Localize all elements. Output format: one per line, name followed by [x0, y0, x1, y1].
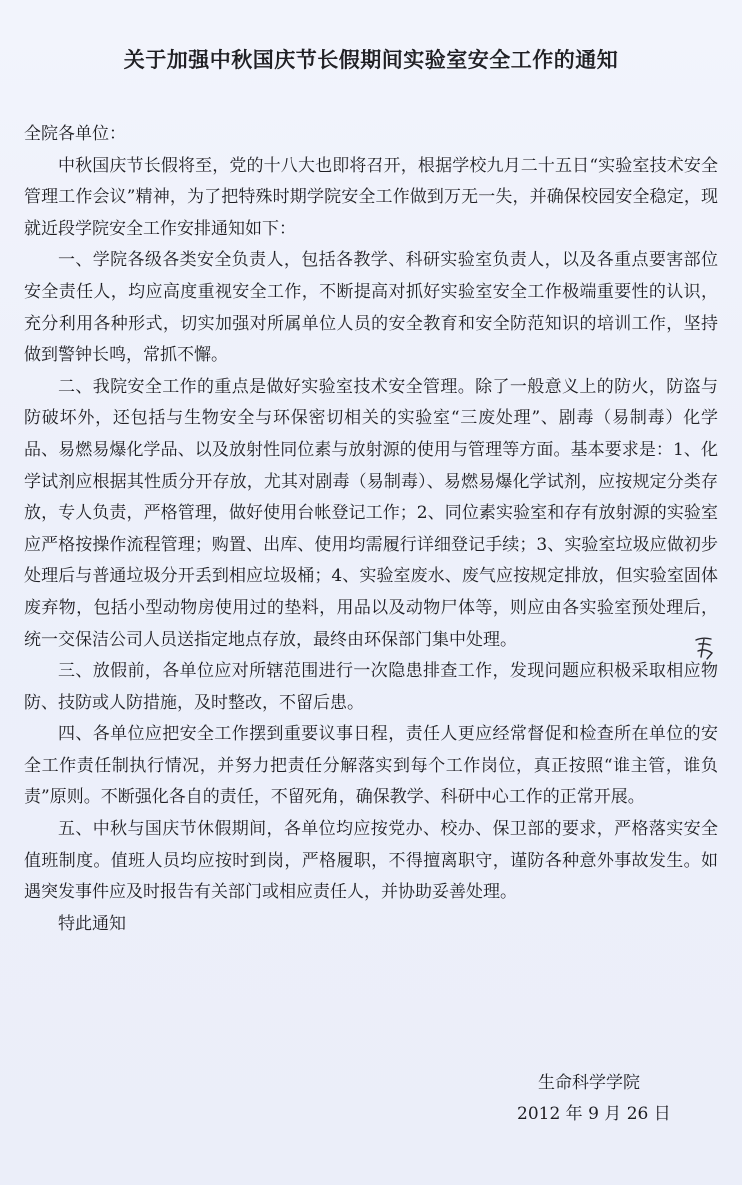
- document-body: [24, 119, 718, 940]
- document-title: 关于加强中秋国庆节长假期间实验室安全工作的通知: [123, 48, 619, 72]
- paragraph-item-2: 二、我院安全工作的重点是做好实验室技术安全管理。除了一般意义上的防火，防盗与防破坏外，还包括与生物安全与环保密切相关的实验室“三废处理”、剧毒（易制毒）化学品、易燃易爆化学品、以及放射性同位素与放射源的使用与管理等方面。基本要求是：1、化学试剂应根据其性质分开存放，尤其对剧毒（易制毒）、易燃易爆化学试剂，应按规定分类存放，专人负责，严格管理，做好使用台帐登记工作；2、同位素实验室和存有放射源的实验室应严格按操作流程管理；购置、出库、使用均需履行详细登记手续；3、实验室垃圾应做初步处理后与普通垃圾分开丢到相应垃圾桶；4、实验室废水、废气应按规定排放，但实验室固体废弃物，包括小型动物房使用过的垫料，用品以及动物尸体等，则应由各实验室预处理后，统一交保洁公司人员送指定地点存放，最终由环保部门集中处理。: [24, 376, 718, 650]
- paragraph-intro: 中秋国庆节长假将至，党的十八大也即将召开，根据学校九月二十五日“实验室技术安全管理工作会议”精神，为了把特殊时期学院安全工作做到万无一失，并确保校园安全稳定，现就近段学院安全工作安排通知如下：: [24, 155, 718, 239]
- handwritten-mark-icon: [693, 635, 715, 661]
- salutation: 全院各单位：: [24, 124, 126, 144]
- paragraph-item-4: 四、各单位应把安全工作摆到重要议事日程，责任人更应经常督促和检查所在单位的安全工作责任制执行情况，并努力把责任分解落实到每个工作岗位，真正按照“谁主管，谁负责”原则。不断强化各自的责任，不留死角，确保教学、科研中心工作的正常开展。: [24, 724, 718, 808]
- signature-date: 2012 年 9 月 26 日: [517, 1104, 671, 1124]
- paragraph-item-1: 一、学院各级各类安全负责人，包括各教学、科研实验室负责人，以及各重点要害部位安全责任人，均应高度重视安全工作，不断提高对抓好实验室安全工作极端重要性的认识，充分利用各种形式，切实加强对所属单位人员的安全教育和安全防范知识的培训工作，坚持做到警钟长鸣，常抓不懈。: [24, 250, 718, 366]
- signature-organization: 生命科学学院: [538, 1073, 640, 1093]
- paragraph-item-3: 三、放假前，各单位应对所辖范围进行一次隐患排查工作，发现问题应积极采取相应物防、技防或人防措施，及时整改，不留后患。: [24, 661, 718, 713]
- closing-line: 特此通知: [58, 913, 126, 934]
- paragraph-item-5: 五、中秋与国庆节休假期间，各单位均应按党办、校办、保卫部的要求，严格落实安全值班制度。值班人员均应按时到岗，严格履职，不得擅离职守，谨防各种意外事故发生。如遇突发事件应及时报告有关部门或相应责任人，并协助妥善处理。: [24, 819, 718, 903]
